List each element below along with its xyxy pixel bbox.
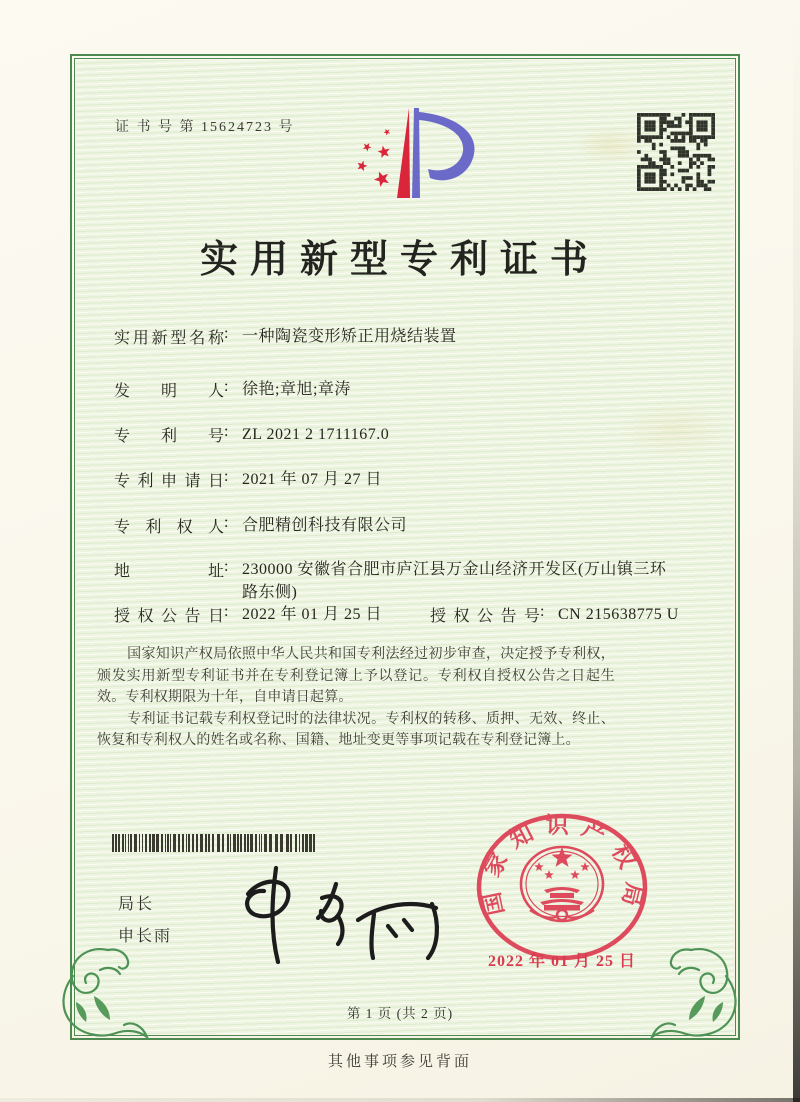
field-value: 2021 年 07 月 27 日 — [242, 471, 383, 488]
seal-date: 2022 年 01 月 25 日 — [487, 953, 636, 970]
field-colon: : — [224, 603, 229, 620]
field-row-grant — [114, 603, 714, 626]
legal-paragraph: 专利证书记载专利权登记时的法律状况。专利权的转移、质押、无效、终止、恢复和专利权人的姓名或名称、国籍、地址变更等事项记载在专利登记簿上。 — [97, 711, 615, 749]
barcode — [112, 834, 318, 852]
scan-edge-shadow — [0, 1098, 800, 1102]
field-colon: : — [224, 558, 229, 575]
field-value: 徐艳;章旭;章涛 — [242, 381, 351, 398]
director-signature — [232, 864, 462, 966]
field-colon: : — [224, 468, 229, 485]
field-label: 发明人 — [114, 383, 224, 400]
director-name-label: 申长雨 — [118, 928, 173, 945]
field-label: 授权公告号 — [430, 608, 540, 625]
field-row-patent-number — [114, 423, 714, 446]
field-label: 实用新型名称 — [114, 330, 224, 347]
grant-date-value: 2022 年 01 月 25 日 — [242, 606, 383, 623]
field-value: ZL 2021 2 1711167.0 — [242, 426, 390, 443]
corner-ornament-left — [50, 946, 154, 1044]
field-value: 230000 安徽省合肥市庐江县万金山经济开发区(万山镇三环路东侧) — [242, 561, 667, 601]
scan-edge-shadow — [793, 0, 800, 1102]
field-label: 专利申请日 — [114, 473, 224, 490]
field-colon: : — [224, 325, 229, 342]
field-row-invention-name — [114, 325, 714, 348]
back-note: 其他事项参见背面 — [327, 1054, 472, 1070]
field-row-filing-date — [114, 468, 714, 491]
field-colon: : — [540, 603, 545, 620]
field-label: 地址 — [114, 563, 224, 580]
legal-paragraph: 国家知识产权局依照中华人民共和国专利法经过初步审查，决定授予专利权，颁发实用新型专利证书并在专利登记簿上予以登记。专利权自授权公告之日起生效。专利权期限为十年，自申请日起算。 — [97, 647, 615, 706]
field-row-address — [114, 558, 714, 604]
field-label: 专利权人 — [114, 519, 224, 536]
field-colon: : — [224, 423, 229, 440]
field-colon: : — [224, 378, 229, 395]
field-value: 合肥精创科技有限公司 — [242, 517, 408, 534]
seal-text: 国家知识产权局 — [475, 811, 649, 920]
director-title-label: 局长 — [118, 896, 155, 913]
field-label: 专利号 — [114, 428, 224, 445]
svg-text:国家知识产权局 — [476, 812, 648, 919]
certificate-title: 实用新型专利证书 — [199, 239, 600, 281]
field-value: 一种陶瓷变形矫正用烧结装置 — [242, 328, 457, 345]
field-label: 授权公告日 — [114, 608, 224, 625]
grant-number-value: CN 215638775 U — [558, 606, 679, 623]
field-row-inventors — [114, 378, 714, 401]
field-colon: : — [224, 514, 229, 531]
cnipa-logo-icon — [338, 106, 488, 211]
legal-text-block — [97, 644, 615, 752]
qr-code — [637, 113, 715, 191]
certificate-number: 证 书 号 第 15624723 号 — [115, 120, 295, 135]
corner-ornament-right — [645, 946, 749, 1044]
national-emblem-icon — [521, 847, 603, 921]
page-number: 第 1 页 (共 2 页) — [346, 1006, 454, 1021]
field-row-patentee — [114, 514, 714, 537]
